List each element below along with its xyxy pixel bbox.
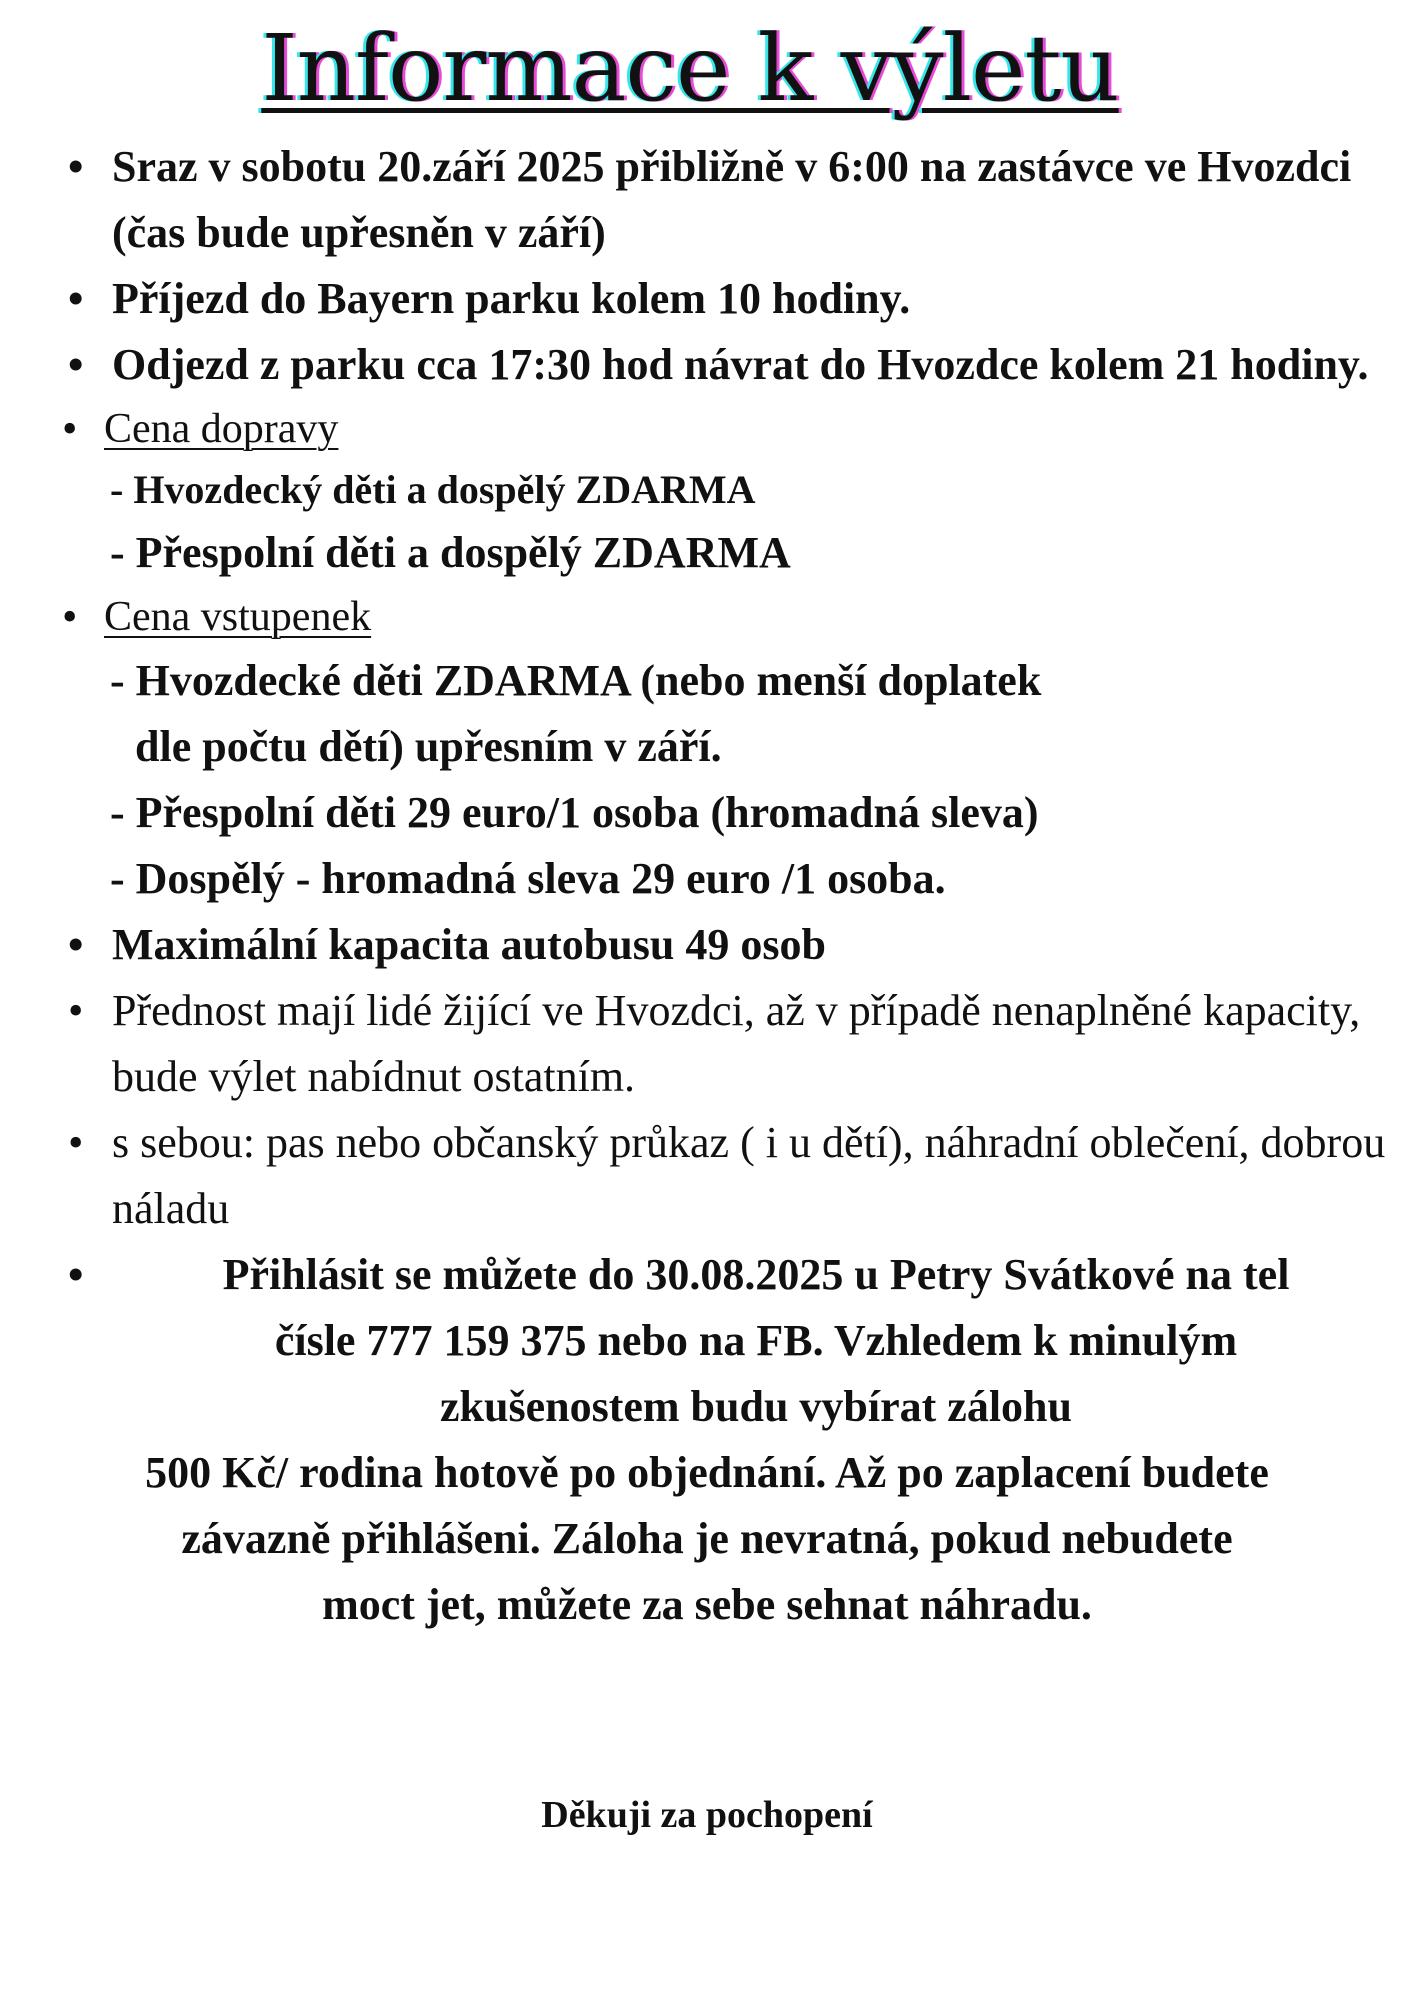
bring-text: s sebou: pas nebo občanský průkaz ( i u dětí), náhradní oblečení, dobrou náladu bbox=[112, 1118, 1386, 1233]
meeting-text: Sraz v sobotu 20.září 2025 přibližně v 6:00 na zastávce ve Hvozdci (čas bude upřesněn v září) bbox=[112, 142, 1352, 257]
tickets-line-local: - Hvozdecké děti ZDARMA (nebo menší doplatek bbox=[110, 656, 1042, 705]
bullet-icon: • bbox=[68, 142, 84, 191]
bring-item bbox=[0, 1110, 1414, 1242]
signup-item bbox=[0, 1242, 1414, 1440]
bullet-icon: • bbox=[62, 404, 78, 453]
page-title: Informace k výletu bbox=[261, 15, 1119, 122]
priority-item bbox=[0, 978, 1414, 1110]
signup-line-6: moct jet, můžete za sebe sehnat náhradu. bbox=[322, 1580, 1092, 1629]
departure-item bbox=[0, 332, 1414, 398]
departure-text: Odjezd z parku cca 17:30 hod návrat do Hvozdce kolem 21 hodiny. bbox=[112, 340, 1369, 389]
capacity-text: Maximální kapacita autobusu 49 osob bbox=[112, 920, 826, 969]
transport-line-local: - Hvozdecký děti a dospělý ZDARMA bbox=[110, 467, 756, 512]
tickets-line-other: - Přespolní děti 29 euro/1 osoba (hromadná sleva) bbox=[110, 788, 1039, 837]
bullet-icon: • bbox=[62, 592, 78, 641]
signup-line-3: zkušenostem budu vybírat zálohu bbox=[439, 1382, 1072, 1431]
arrival-item bbox=[0, 266, 1414, 332]
signup-line-5: závazně přihlášeni. Záloha je nevratná, pokud nebudete bbox=[181, 1514, 1233, 1563]
bullet-icon: • bbox=[68, 274, 84, 323]
tickets-label: Cena vstupenek bbox=[104, 594, 372, 640]
bullet-icon: • bbox=[68, 920, 84, 969]
transport-line-other: - Přespolní děti a dospělý ZDARMA bbox=[110, 528, 791, 577]
bullet-icon: • bbox=[68, 340, 84, 389]
info-list bbox=[0, 134, 1414, 1638]
bullet-icon: • bbox=[68, 986, 84, 1035]
priority-text: Přednost mají lidé žijící ve Hvozdci, až v případě nenaplněné kapacity, bude výlet nabídnut ostatním. bbox=[112, 986, 1361, 1101]
thanks-text: Děkuji za pochopení bbox=[541, 1794, 873, 1836]
transport-label-item bbox=[0, 398, 1414, 460]
signup-line-2: čísle 777 159 375 nebo na FB. Vzhledem k minulým bbox=[274, 1316, 1238, 1365]
tickets-line-local-cont: dle počtu dětí) upřesním v září. bbox=[135, 722, 722, 771]
transport-label: Cena dopravy bbox=[104, 406, 339, 452]
meeting-item bbox=[0, 134, 1414, 266]
bullet-icon: • bbox=[68, 1118, 84, 1167]
tickets-label-item bbox=[0, 586, 1414, 648]
signup-line-4: 500 Kč/ rodina hotově po objednání. Až po zaplacení budete bbox=[145, 1448, 1269, 1497]
capacity-item bbox=[0, 912, 1414, 978]
signup-line-1: Přihlásit se můžete do 30.08.2025 u Petry Svátkové na tel bbox=[222, 1250, 1290, 1299]
bullet-icon: • bbox=[68, 1250, 84, 1299]
tickets-line-adult: - Dospělý - hromadná sleva 29 euro /1 osoba. bbox=[110, 854, 946, 903]
arrival-text: Příjezd do Bayern parku kolem 10 hodiny. bbox=[112, 274, 911, 323]
